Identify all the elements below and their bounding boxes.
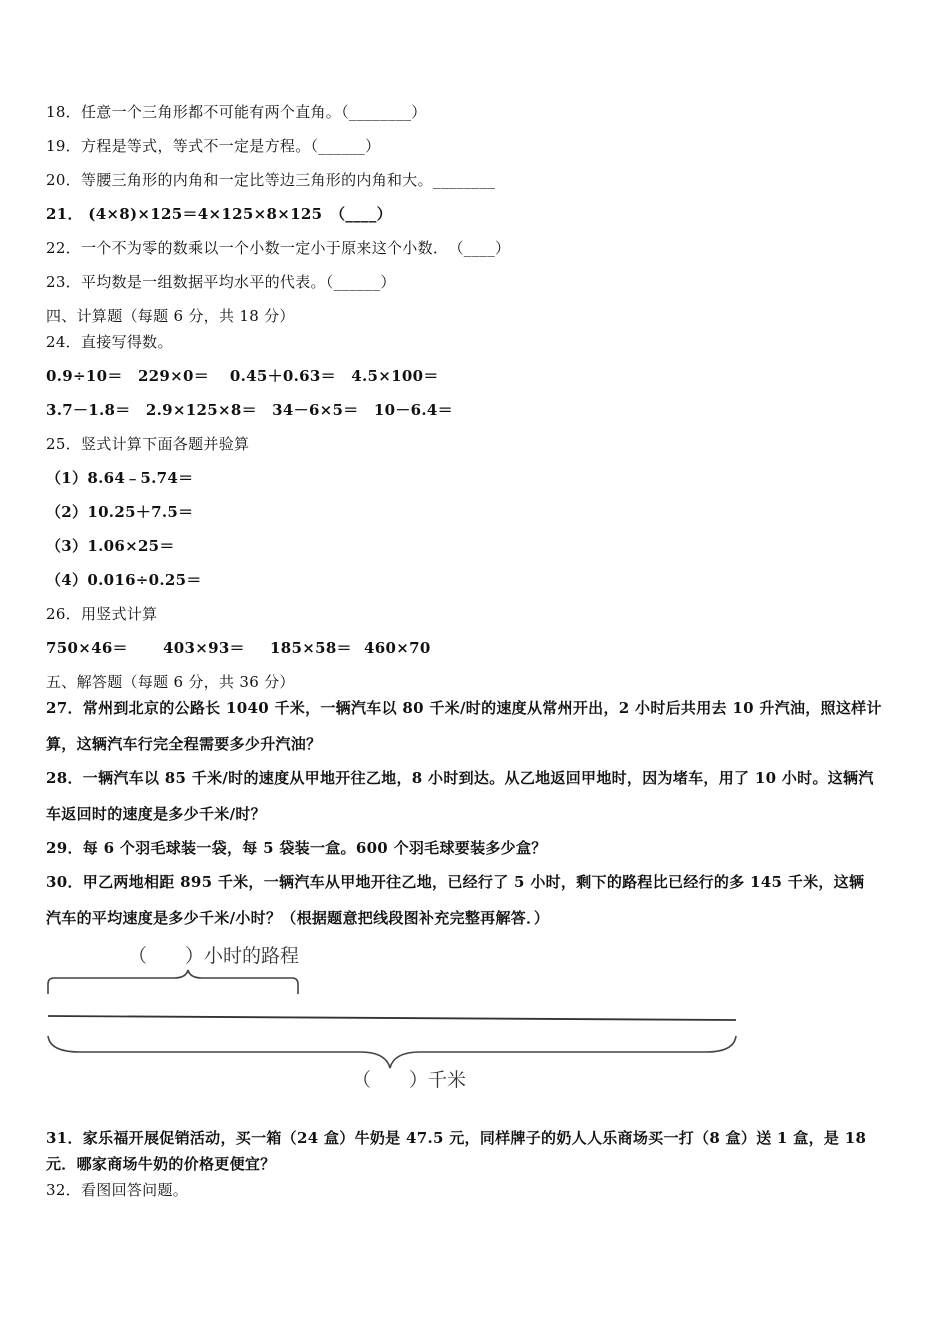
diagram-top-label: （ ）小时的路程 [128, 945, 300, 967]
q27-line-2: 算，这辆汽车行完全程需要多少升汽油？ [46, 735, 322, 753]
q32: 32．看图回答问题。 [46, 1181, 189, 1199]
section4-title: 四、计算题（每题 6 分，共 18 分） [46, 307, 295, 325]
q23: 23．平均数是一组数据平均水平的代表。（______） [46, 273, 396, 291]
section5-title: 五、解答题（每题 6 分，共 36 分） [46, 673, 295, 691]
top-brace [48, 970, 298, 994]
line-segment-diagram [40, 936, 760, 1101]
q25-item-4: （4）0.016÷0.25＝ [46, 571, 202, 589]
q28-line-1: 28．一辆汽车以 85 千米/时的速度从甲地开往乙地，8 小时到达。从乙地返回甲地时，因为堵车，用了 10 小时。这辆汽 [46, 769, 874, 787]
q30-line-1: 30．甲乙两地相距 895 千米，一辆汽车从甲地开往乙地，已经行了 5 小时，剩下的路程比已经行的多 145 千米，这辆 [46, 873, 865, 891]
bottom-brace [48, 1036, 736, 1068]
q25-stem: 25．竖式计算下面各题并验算 [46, 435, 250, 453]
q26-item-3: 185×58＝ [270, 639, 352, 657]
q28-line-2: 车返回时的速度是多少千米/时？ [46, 805, 266, 823]
q26-stem: 26．用竖式计算 [46, 605, 158, 623]
q22: 22．一个不为零的数乘以一个小数一定小于原来这个小数． （____） [46, 239, 511, 257]
q21: 21． (4×8)×125＝4×125×8×125 （____） [46, 205, 392, 223]
q29: 29．每 6 个羽毛球装一袋，每 5 袋装一盒。600 个羽毛球要装多少盒？ [46, 839, 547, 857]
segment-line [48, 1016, 736, 1020]
q27-line-1: 27．常州到北京的公路长 1040 千米，一辆汽车以 80 千米/时的速度从常州开出，2 小时后共用去 10 升汽油，照这样计 [46, 699, 882, 717]
q25-item-2: （2）10.25＋7.5＝ [46, 503, 194, 521]
q25-item-1: （1）8.64﹣5.74＝ [46, 469, 194, 487]
q24-row2: 3.7－1.8＝ 2.9×125×8＝ 34－6×5＝ 10－6.4＝ [46, 401, 453, 419]
q25-item-3: （3）1.06×25＝ [46, 537, 175, 555]
q24-row1: 0.9÷10＝ 229×0＝ 0.45＋0.63＝ 4.5×100＝ [46, 367, 439, 385]
q24-stem: 24．直接写得数。 [46, 333, 173, 351]
q26-item-2: 403×93＝ [163, 639, 245, 657]
diagram-bottom-label: （ ）千米 [352, 1069, 467, 1091]
q18: 18．任意一个三角形都不可能有两个直角。（________） [46, 103, 427, 121]
q31-line-2: 元．哪家商场牛奶的价格更便宜？ [46, 1155, 276, 1173]
q31-line-1: 31．家乐福开展促销活动，买一箱（24 盒）牛奶是 47.5 元，同样牌子的奶人人乐商场买一打（8 盒）送 1 盒，是 18 [46, 1129, 867, 1147]
q20: 20．等腰三角形的内角和一定比等边三角形的内角和大。________ [46, 171, 496, 189]
q26-item-4: 460×70 [364, 639, 431, 657]
q19: 19．方程是等式，等式不一定是方程。（______） [46, 137, 381, 155]
q30-line-2: 汽车的平均速度是多少千米/小时？（根据题意把线段图补充完整再解答．） [46, 909, 550, 927]
q26-item-1: 750×46＝ [46, 639, 128, 657]
